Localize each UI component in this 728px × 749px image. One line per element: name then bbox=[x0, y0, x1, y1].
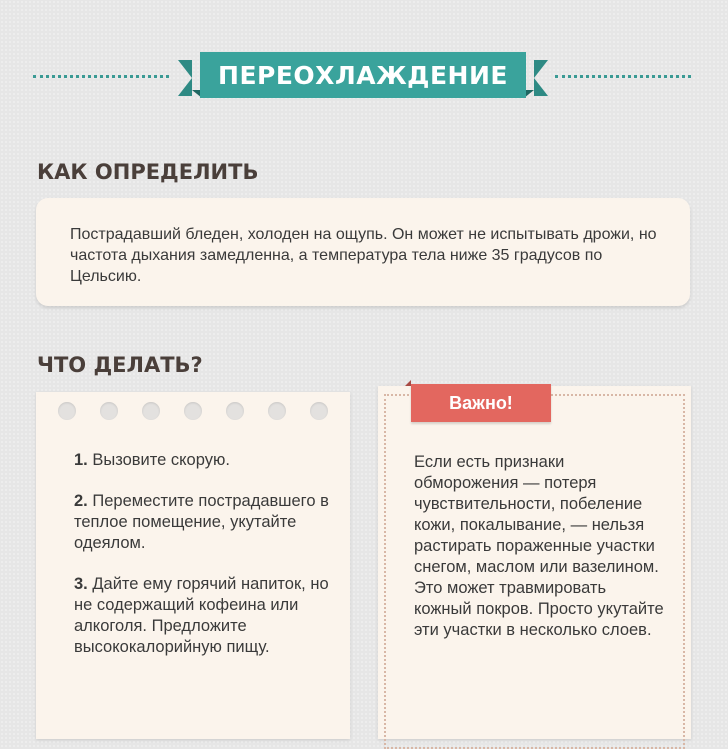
steps-list bbox=[74, 450, 334, 678]
title-banner bbox=[0, 52, 728, 104]
step-text: Вызовите скорую. bbox=[92, 451, 230, 469]
notepad-hole bbox=[184, 402, 202, 420]
how-to-identify-heading: КАК ОПРЕДЕЛИТЬ bbox=[37, 160, 259, 184]
notepad-hole bbox=[226, 402, 244, 420]
dotted-line-right bbox=[555, 75, 691, 78]
notepad-hole bbox=[58, 402, 76, 420]
step-number: 1. bbox=[74, 451, 88, 469]
ribbon-end-right bbox=[534, 60, 548, 96]
step-item bbox=[74, 450, 334, 471]
important-badge: Важно! bbox=[411, 384, 551, 422]
what-to-do-heading: ЧТО ДЕЛАТЬ? bbox=[37, 353, 203, 377]
notepad-hole bbox=[310, 402, 328, 420]
notepad-hole bbox=[142, 402, 160, 420]
symptoms-card bbox=[36, 198, 690, 306]
step-text: Дайте ему горячий напиток, но не содержащий кофеина или алкоголя. Предложите высококалорийную пищу. bbox=[74, 575, 329, 656]
step-number: 3. bbox=[74, 575, 88, 593]
notepad-hole bbox=[268, 402, 286, 420]
step-number: 2. bbox=[74, 492, 88, 510]
symptoms-text: Пострадавший бледен, холоден на ощупь. Он может не испытывать дрожи, но частота дыхания замедленна, а температура тела ниже 35 градусов по Цельсию. bbox=[70, 226, 657, 285]
ribbon-end-left bbox=[178, 60, 192, 96]
step-item bbox=[74, 491, 334, 554]
steps-notepad bbox=[36, 392, 350, 739]
step-item bbox=[74, 574, 334, 658]
dotted-line-left bbox=[33, 75, 169, 78]
important-note-card bbox=[378, 386, 691, 739]
step-text: Переместите пострадавшего в теплое помещение, укутайте одеялом. bbox=[74, 492, 329, 552]
important-text: Если есть признаки обморожения — потеря чувствительности, побеление кожи, покалывание, — нельзя растирать пораженные участки снегом, маслом или вазелином. Это может травмировать кожный покров. Просто укутайте эти участки в несколько слоев. bbox=[414, 453, 664, 639]
notepad-hole bbox=[100, 402, 118, 420]
notepad-holes bbox=[58, 402, 348, 422]
banner-title: ПЕРЕОХЛАЖДЕНИЕ bbox=[200, 52, 526, 98]
